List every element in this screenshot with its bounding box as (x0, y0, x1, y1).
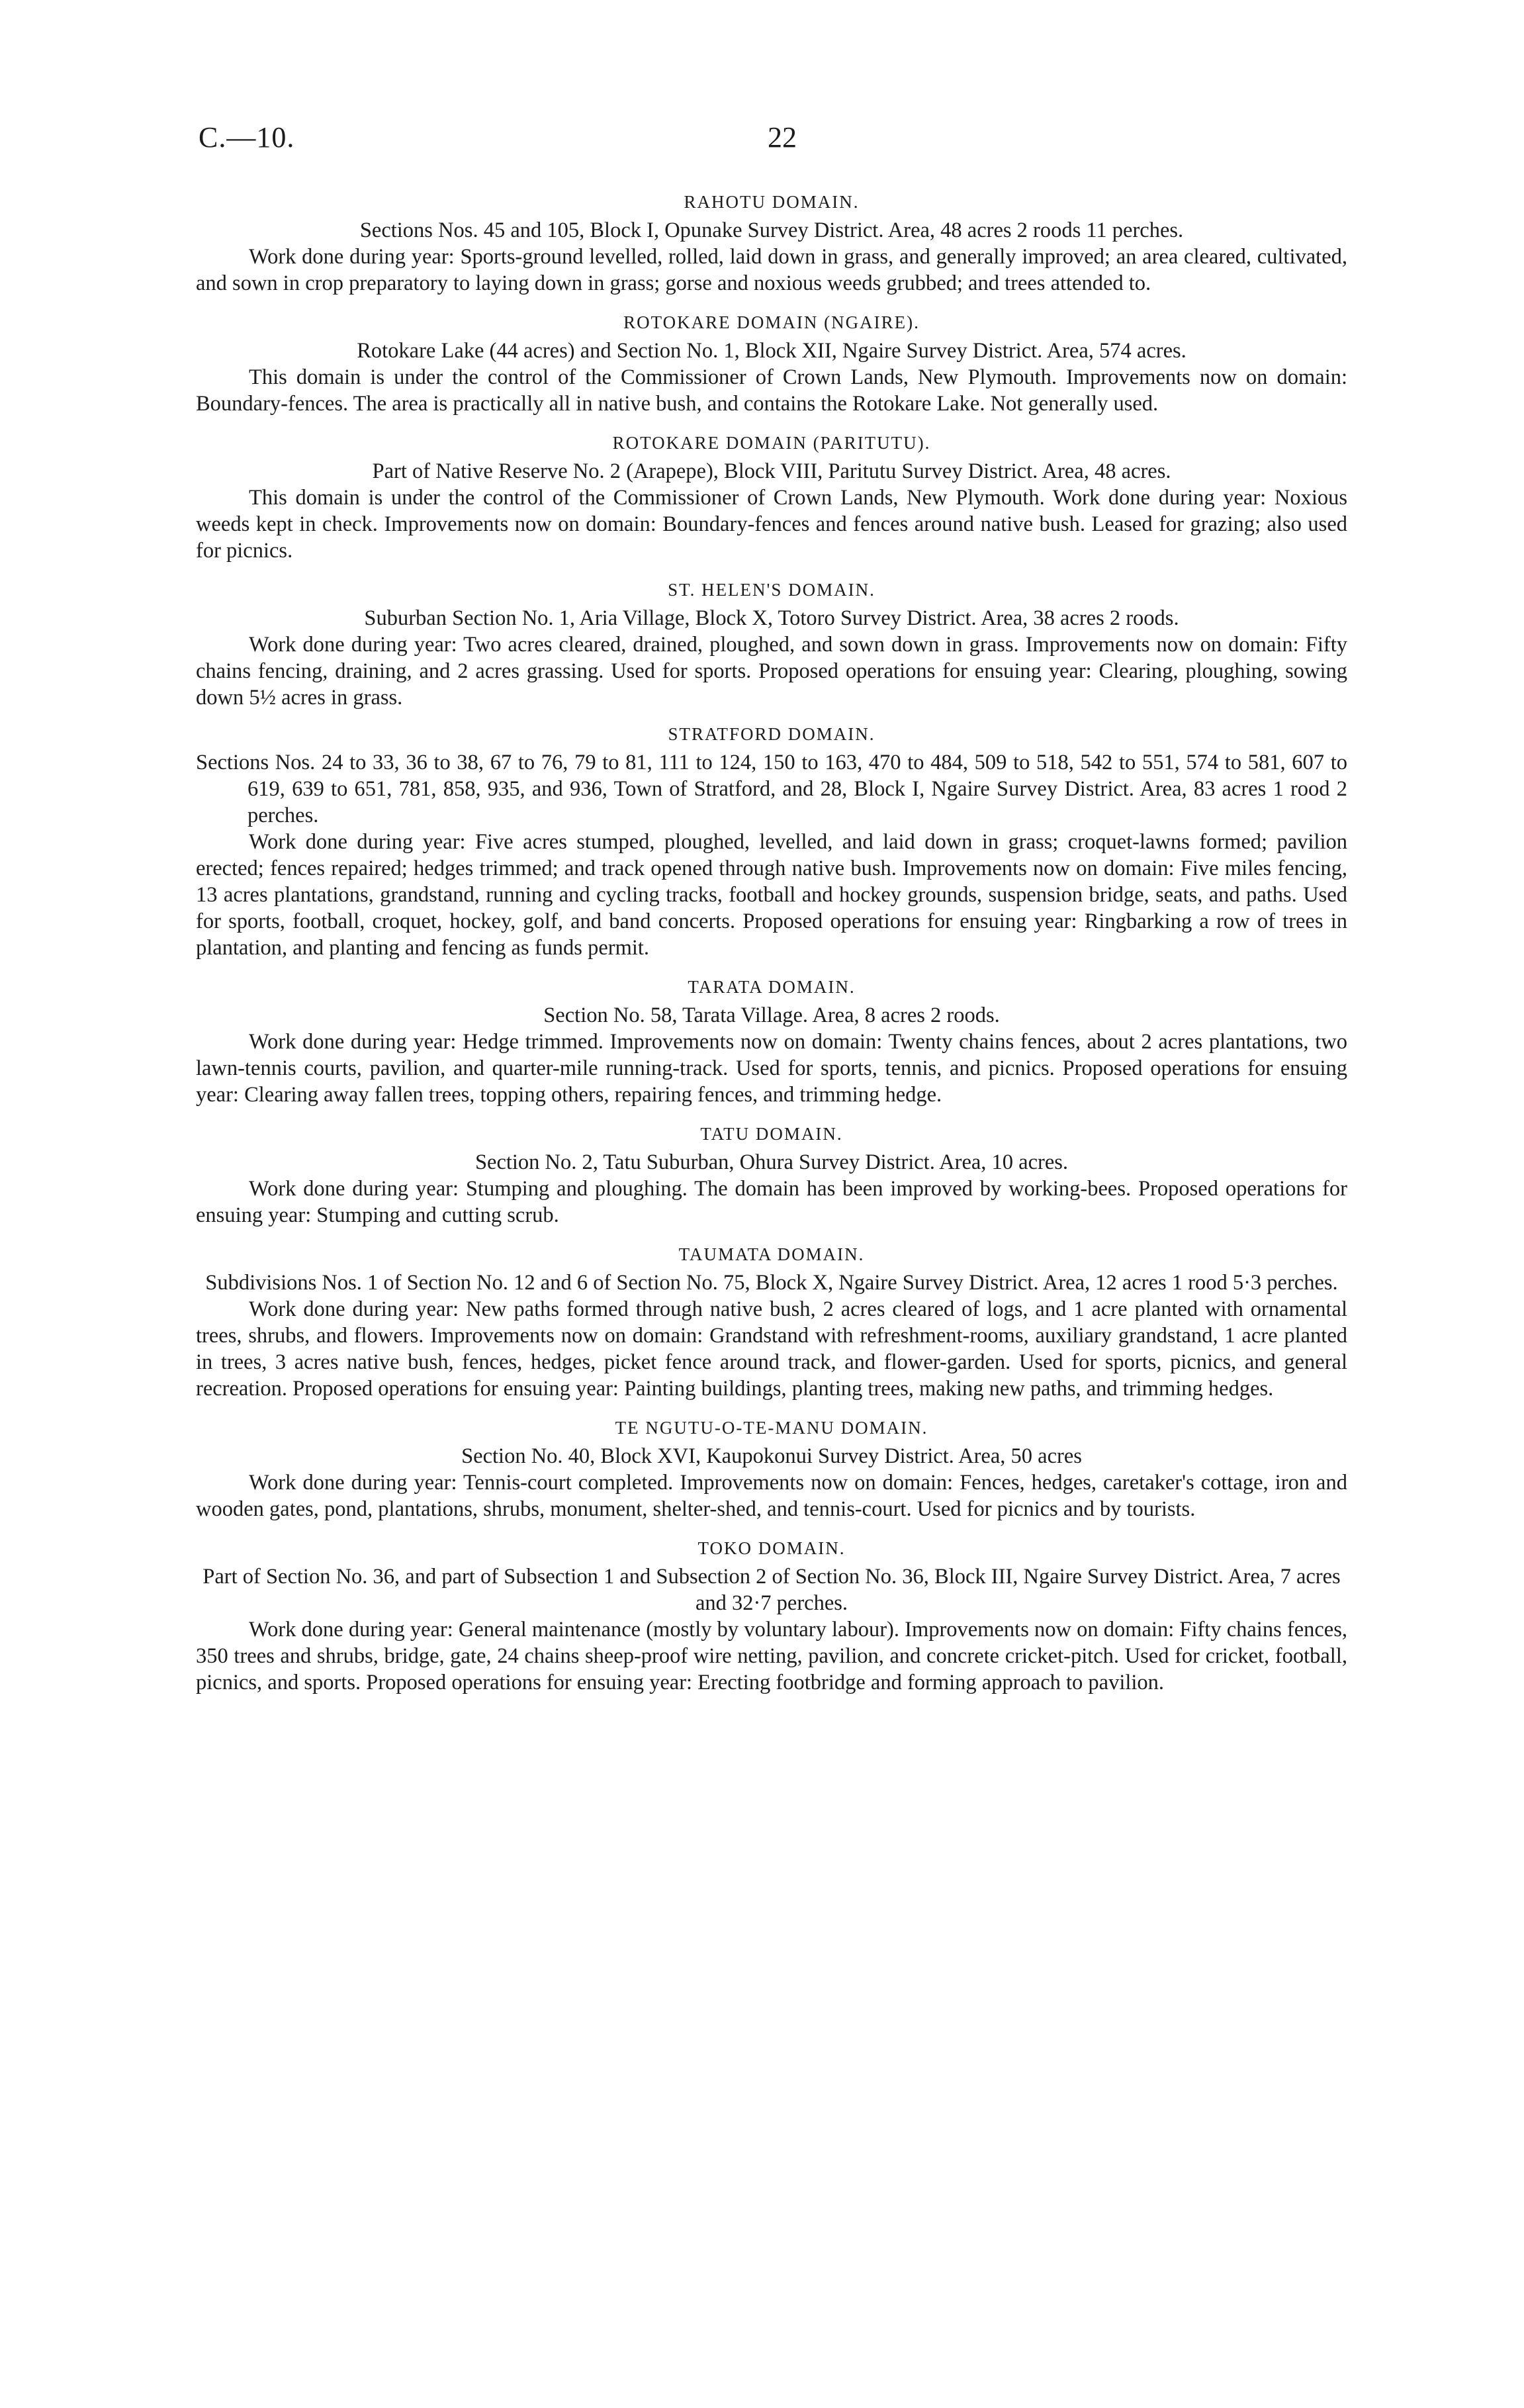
domain-entry-stratford (196, 723, 1347, 961)
domain-title: TATU DOMAIN. (700, 1124, 843, 1144)
domain-entry-tarata (196, 976, 1347, 1108)
page-header (199, 120, 1348, 160)
domain-body: Work done during year: Tennis-court completed. Improvements now on domain: Fences, hedges, caretaker's cottage, iron and wooden gates, pond, plantations, shrubs, monument, shelter-shed, and tennis-court. Used for picnics and by tourists. (196, 1471, 1347, 1521)
domain-title: TE NGUTU-O-TE-MANU DOMAIN. (615, 1418, 928, 1438)
document-reference: C.—10. (199, 121, 295, 154)
domain-section: Suburban Section No. 1, Aria Village, Block X, Totoro Survey District. Area, 38 acres 2 roods. (364, 606, 1179, 630)
domain-section: Subdivisions Nos. 1 of Section No. 12 and 6 of Section No. 75, Block X, Ngaire Survey District. Area, 12 acres 1 rood 5·3 perches. (205, 1271, 1338, 1295)
domain-title: TAUMATA DOMAIN. (678, 1244, 865, 1264)
domain-section: Section No. 2, Tatu Suburban, Ohura Survey District. Area, 10 acres. (474, 1150, 1069, 1174)
domain-section: Section No. 58, Tarata Village. Area, 8 acres 2 roods. (543, 1003, 1000, 1027)
domain-body: Work done during year: Five acres stumped, ploughed, levelled, and laid down in grass; croquet-lawns formed; pavilion erected; fences repaired; hedges trimmed; and track opened through native bush. Improvements now on domain: Five miles fencing, 13 acres plantations, grandstand, running and cycling tracks, football and hockey grounds, suspension bridge, seats, and paths. Used for sports, football, croquet, hockey, golf, and band concerts. Proposed operations for ensuing year: Ringbarking a row of trees in plantation, and planting and fencing as funds permit. (196, 830, 1347, 960)
domain-section: Part of Section No. 36, and part of Subsection 1 and Subsection 2 of Section No. 36, Block III, Ngaire Survey District. Area, 7 acres and 32·7 perches. (202, 1565, 1341, 1615)
domain-entry-st-helens (196, 579, 1347, 711)
domain-title: ROTOKARE DOMAIN (PARITUTU). (612, 433, 931, 453)
domain-entry-rotokare-ngaire (196, 311, 1347, 417)
domain-body: Work done during year: General maintenance (mostly by voluntary labour). Improvements now on domain: Fifty chains fences, 350 trees and shrubs, bridge, gate, 24 chains sheep-proof wire netting, pavilion, and concrete cricket-pitch. Used for cricket, football, picnics, and sports. Proposed operations for ensuing year: Erecting footbridge and forming approach to pavilion. (196, 1618, 1347, 1694)
domain-section: Part of Native Reserve No. 2 (Arapepe), Block VIII, Paritutu Survey District. Area, 48 acres. (372, 459, 1171, 483)
domain-title: TOKO DOMAIN. (697, 1538, 846, 1558)
domain-title: ROTOKARE DOMAIN (NGAIRE). (623, 312, 920, 332)
domain-section: Rotokare Lake (44 acres) and Section No. 1, Block XII, Ngaire Survey District. Area, 574 acres. (357, 339, 1187, 363)
domain-title: STRATFORD DOMAIN. (668, 724, 875, 744)
domain-entry-tatu (196, 1123, 1347, 1228)
domain-title: TARATA DOMAIN. (688, 977, 856, 997)
domain-body: Work done during year: Hedge trimmed. Improvements now on domain: Twenty chains fences, about 2 acres plantations, two lawn-tennis courts, pavilion, and quarter-mile running-track. Used for sports, tennis, and picnics. Proposed operations for ensuing year: Clearing away fallen trees, topping others, repairing fences, and trimming hedge. (196, 1030, 1347, 1107)
domain-body: Work done during year: Stumping and ploughing. The domain has been improved by working-bees. Proposed operations for ensuing year: Stumping and cutting scrub. (196, 1177, 1347, 1227)
domain-title: ST. HELEN'S DOMAIN. (668, 580, 875, 600)
domain-entry-rotokare-paritutu (196, 432, 1347, 564)
domain-body: This domain is under the control of the Commissioner of Crown Lands, New Plymouth. Improvements now on domain: Boundary-fences. The area is practically all in native bush, and contains the Rotokare Lake. Not generally used. (196, 365, 1347, 416)
domain-title: RAHOTU DOMAIN. (684, 192, 860, 212)
domain-body: Work done during year: Sports-ground levelled, rolled, laid down in grass, and generally improved; an area cleared, cultivated, and sown in crop preparatory to laying down in grass; gorse and noxious weeds grubbed; and trees attended to. (196, 245, 1347, 295)
domain-entry-rahotu (196, 191, 1347, 297)
page-number: 22 (768, 121, 797, 154)
domain-entry-toko (196, 1537, 1347, 1696)
domain-section: Sections Nos. 45 and 105, Block I, Opunake Survey District. Area, 48 acres 2 roods 11 perches. (359, 218, 1184, 242)
domain-section: Sections Nos. 24 to 33, 36 to 38, 67 to 76, 79 to 81, 111 to 124, 150 to 163, 470 to 484, 509 to 518, 542 to 551, 574 to 581, 607 to 619, 639 to 651, 781, 858, 935, and 936, Town of Stratford, and 28, Block I, Ngaire Survey District. Area, 83 acres 1 rood 2 perches. (196, 751, 1347, 827)
domain-section: Section No. 40, Block XVI, Kaupokonui Survey District. Area, 50 acres (461, 1444, 1082, 1468)
domain-body: Work done during year: Two acres cleared, drained, ploughed, and sown down in grass. Improvements now on domain: Fifty chains fencing, draining, and 2 acres grassing. Used for sports. Proposed operations for ensuing year: Clearing, ploughing, sowing down 5½ acres in grass. (196, 633, 1347, 710)
domain-body: Work done during year: New paths formed through native bush, 2 acres cleared of logs, and 1 acre planted with ornamental trees, shrubs, and flowers. Improvements now on domain: Grandstand with refreshment-rooms, auxiliary grandstand, 1 acre planted in trees, 3 acres native bush, fences, hedges, picket fence around track, and flower-garden. Used for sports, picnics, and general recreation. Proposed operations for ensuing year: Painting buildings, planting trees, making new paths, and trimming hedges. (196, 1297, 1347, 1401)
domain-entry-taumata (196, 1243, 1347, 1402)
page-content (196, 191, 1347, 1696)
domain-entry-te-ngutu-o-te-manu (196, 1416, 1347, 1522)
domain-body: This domain is under the control of the Commissioner of Crown Lands, New Plymouth. Work done during year: Noxious weeds kept in check. Improvements now on domain: Boundary-fences and fences around native bush. Leased for grazing; also used for picnics. (196, 486, 1347, 563)
